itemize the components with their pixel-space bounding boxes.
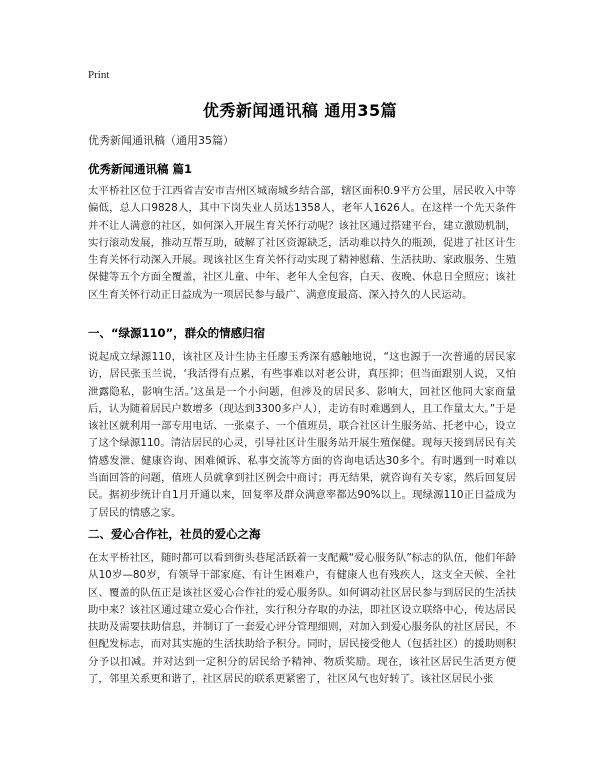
document-subtitle: 优秀新闻通讯稿（通用35篇） (88, 134, 234, 147)
article-heading: 优秀新闻通讯稿 篇1 (88, 162, 193, 176)
section1-paragraph: 说起成立绿源110，该社区及计生协主任廖玉秀深有感触地说，“这也源于一次普通的居民家访，居民张玉兰说，‘我活得有点累，有些事难以对老公讲，真压抑；但当面跟别人说，又怕泄露隐私，影响生活。’这虽是一个小问题，但涉及的居民多、影响大，回社区他同大家商量后，认为随着居民户数增多（现达到3300多户人），走访有时难遇到人，且工作量太大。”于是该社区就利用一部专用电话、一张桌子、一个值班员，联合社区计生服务站、托老中心，设立了这个绿源110。清洁居民的心灵，引导社区计生服务站开展生殖保健。现每天接到居民有关情感发泄、健康咨询、困难倾诉、私事交流等方面的咨询电话达30多个。有时遇到一时难以当面回答的问题，值班人员就拿到社区例会中商讨；再无结果，就咨询有关专家，然后回复居民。据初步统计自1月开通以来，回复率及群众满意率都达90%以上。现绿源110正日益成为了居民的情感之家。 (88, 351, 516, 519)
print-link[interactable]: Print (88, 69, 110, 81)
intro-paragraph: 太平桥社区位于江西省吉安市吉州区城南城乡结合部，辖区面积0.9平方公里，居民收入中等偏低，总人口9828人，其中下岗失业人员达1358人，老年人1626人。在这样一个先天条件并不让人满意的社区，如何深入开展生育关怀行动呢？该社区通过搭建平台，建立激励机制，实行滚动发展，推动互帮互助，破解了社区资源缺乏，活动难以持久的瓶颈，促进了社区计生生育关怀行动深入开展。现该社区生育关怀行动实现了精神慰藉、生活扶助、家政服务、生殖保健等五个方面全覆盖，社区儿童、中年、老年人全包容，白天、夜晚、休息日全照应；该社区生育关怀行动正日益成为一项居民参与最广、满意度最高、深入持久的人民运动。 (88, 185, 516, 301)
section2-paragraph: 在太平桥社区，随时都可以看到街头巷尾活跃着一支配戴“爱心服务队”标志的队伍，他们年龄从10岁—80岁，有领导干部家庭、有计生困难户，有健康人也有残疾人，这支全天候、全社区、覆盖的队伍正是该社区爱心合作社的爱心服务队。如何调动社区居民参与到居民的生活扶助中来？该社区通过建立爱心合作社，实行积分存取的办法，即社区设立联络中心，传达居民扶助及需要扶助信息，并制订了一套爱心评分管理细则，对加入到爱心服务队的社区居民，不但配发标志，而对其实施的生活扶助给予积分。同时，居民接受他人（包括社区）的援助则积分予以扣减。并对达到一定积分的居民给予精神、物质奖励。现在，该社区居民生活更方便了，邻里关系更和谐了，社区居民的联系更紧密了，社区风气也好转了。该社区居民小张 (88, 552, 516, 686)
section1-heading: 一、“绿源110”，群众的情感归宿 (88, 326, 266, 340)
page-title: 优秀新闻通讯稿 通用35篇 (202, 101, 398, 120)
section2-heading: 二、爱心合作社，社员的爱心之海 (88, 527, 261, 541)
